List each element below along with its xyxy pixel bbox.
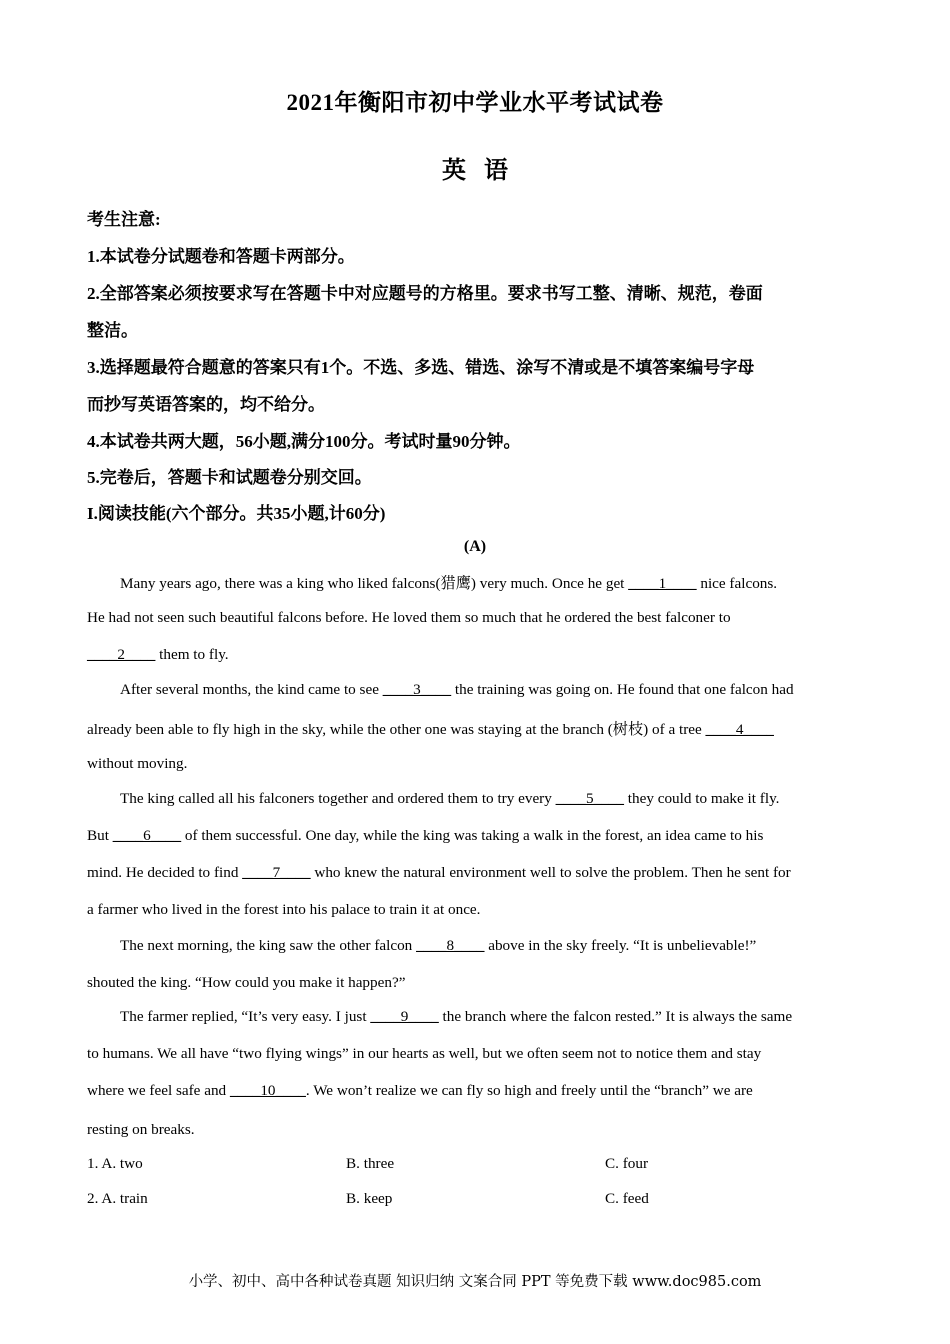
subject-title: 英语 <box>442 158 526 184</box>
option-a: 2. A. train <box>87 1190 148 1207</box>
passage-line: a farmer who lived in the forest into his palace to train it at once. <box>87 901 481 918</box>
passage-line: to humans. We all have “two flying wings” in our hearts as well, but we often seem not to notice them and stay <box>87 1045 762 1062</box>
passage-line: Many years ago, there was a king who liked falcons(猎鹰) very much. Once he get ____1____ nice falcons. <box>120 575 778 592</box>
passage-line: ____2____ them to fly. <box>87 646 229 663</box>
blank-6: ____6____ <box>112 827 182 844</box>
notice-item: 5.完卷后，答题卡和试题卷分别交回。 <box>87 468 372 487</box>
passage-line: The farmer replied, “It’s very easy. I just ____9____ the branch where the falcon rested.” It is always the same <box>120 1008 793 1025</box>
notice-item: 整洁。 <box>87 321 138 340</box>
notice-item: 4.本试卷共两大题，56小题,满分100分。考试时量90分钟。 <box>87 432 521 451</box>
blank-4: ____4____ <box>705 721 774 738</box>
blank-1: ____1____ <box>628 575 697 592</box>
option-b: B. keep <box>346 1190 393 1207</box>
passage-line: mind. He decided to find ____7____ who knew the natural environment well to solve the problem. Then he sent for <box>87 864 791 881</box>
notice-item: 1.本试卷分试题卷和答题卡两部分。 <box>87 247 355 266</box>
passage-line: After several months, the kind came to see ____3____ the training was going on. He found that one falcon had <box>120 681 794 698</box>
blank-5: ____5____ <box>555 790 624 807</box>
blank-7: ____7____ <box>242 864 311 881</box>
blank-10: ____10____ <box>229 1082 306 1099</box>
passage-line: The next morning, the king saw the other falcon ____8____ above in the sky freely. “It is unbelievable!” <box>120 937 757 954</box>
notice-heading: 考生注意: <box>87 210 161 229</box>
blank-9: ____9____ <box>370 1008 439 1025</box>
option-b: B. three <box>346 1155 395 1172</box>
blank-3: ____3____ <box>382 681 452 698</box>
blank-2: ____2____ <box>87 646 156 663</box>
passage-line: The king called all his falconers together and ordered them to try every ____5____ they could to make it fly. <box>120 790 780 807</box>
section-label: (A) <box>463 538 487 555</box>
page-footer: 小学、初中、高中各种试卷真题 知识归纳 文案合同 PPT 等免费下载 www.doc985.com <box>188 1274 762 1290</box>
passage-line: resting on breaks. <box>87 1121 195 1138</box>
option-c: C. four <box>605 1155 649 1172</box>
exam-title: 2021年衡阳市初中学业水平考试试卷 <box>286 90 664 115</box>
passage-line: But ____6____ of them successful. One day, while the king was taking a walk in the forest, an idea came to his <box>87 827 764 844</box>
notice-item: 3.选择题最符合题意的答案只有1个。不选、多选、错选、涂写不清或是不填答案编号字母 <box>87 358 755 377</box>
passage-line: He had not seen such beautiful falcons before. He loved them so much that he ordered the best falconer to <box>87 609 731 626</box>
part-heading: I.阅读技能(六个部分。共35小题,计60分) <box>87 504 386 523</box>
passage-line: without moving. <box>87 755 188 772</box>
passage-line: already been able to fly high in the sky, while the other one was staying at the branch (树枝) of a tree ____4____ <box>87 721 774 738</box>
passage-line: shouted the king. “How could you make it happen?” <box>87 974 406 991</box>
notice-item: 而抄写英语答案的，均不给分。 <box>87 395 325 414</box>
blank-8: ____8____ <box>416 937 485 954</box>
option-a: 1. A. two <box>87 1155 143 1172</box>
passage-line: where we feel safe and ____10____. We won’t realize we can fly so high and freely until the “branch” we are <box>87 1082 753 1099</box>
option-c: C. feed <box>605 1190 649 1207</box>
notice-item: 2.全部答案必须按要求写在答题卡中对应题号的方格里。要求书写工整、清晰、规范，卷面 <box>87 284 763 303</box>
